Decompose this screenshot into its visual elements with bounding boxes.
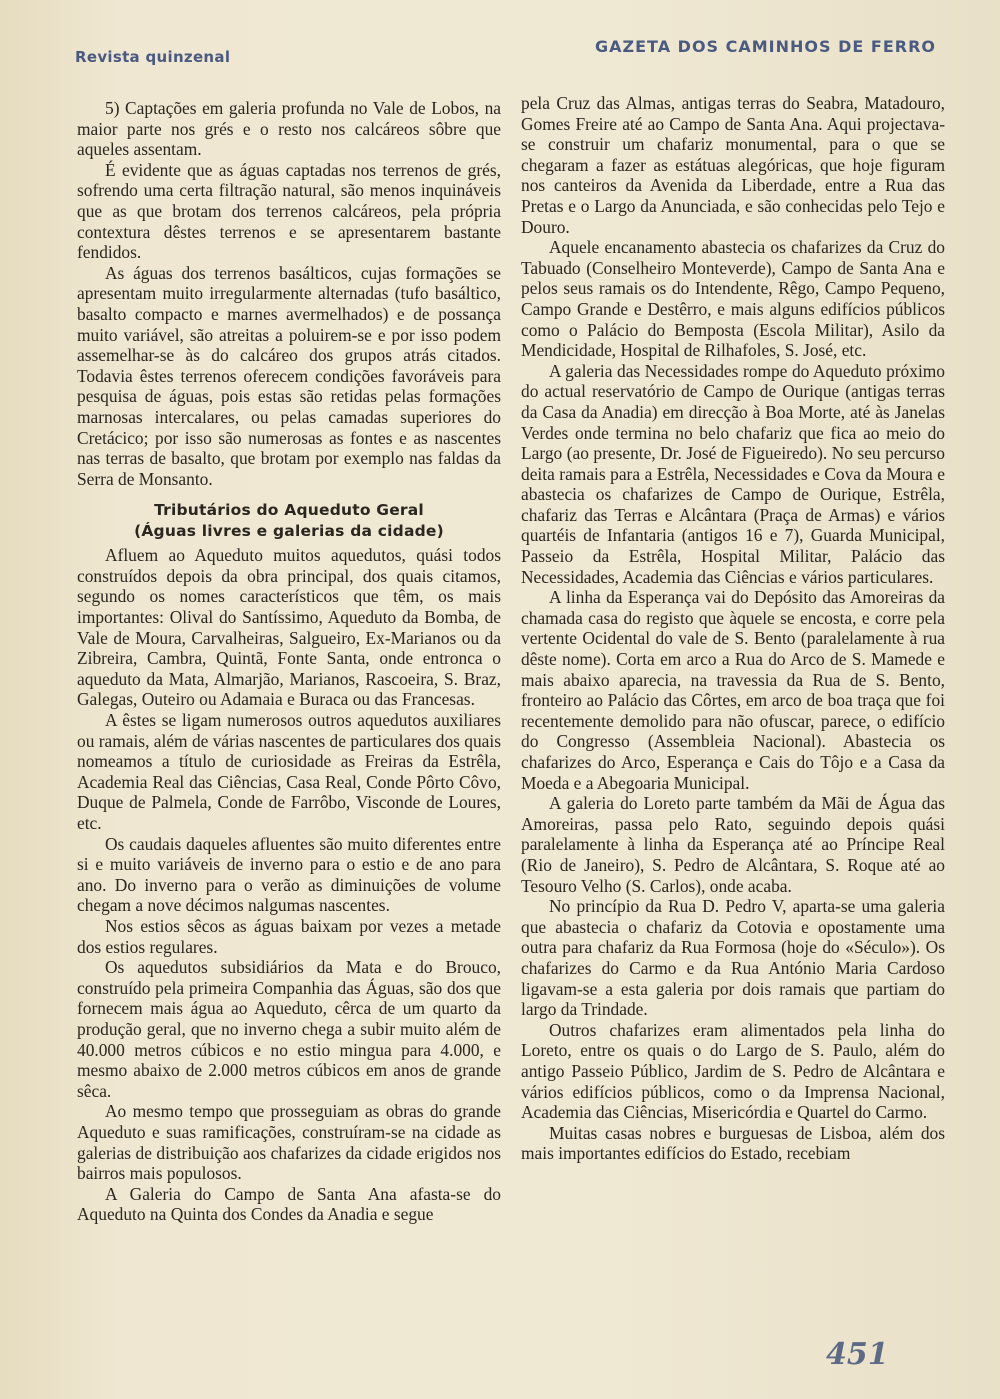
paragraph: A linha da Esperança vai do Depósito das Amoreiras da chamada casa do registo que àquele se encosta, e corre pela vertente Ocidental do vale de S. Bento (paralelamente à rua dêste nome). Corta em arco a Rua do Arco de S. Mamede e mais abaixo aparecia, na travessia da Rua de S. Bento, fronteiro ao Palácio das Côrtes, em arco de boa traça que foi recentemente demolido para não ofuscar, parece, o edifício do Congresso (Assembleia Nacional). Abastecia os chafarizes do Arco, Esperança e Cais do Tôjo e a Casa da Moeda e a Abegoaria Municipal. (521, 587, 945, 793)
paragraph: 5) Captações em galeria profunda no Vale de Lobos, na maior parte nos grés e o resto nos calcáreos sôbre que aqueles assentam. (77, 98, 501, 160)
right-column (521, 93, 945, 1164)
paragraph: É evidente que as águas captadas nos terrenos de grés, sofrendo uma certa filtração natural, são menos inquináveis que as que brotam dos terrenos calcáreos, pela própria contextura dêstes terrenos e se apresentarem bastante fendidos. (77, 159, 501, 263)
section-heading (77, 500, 501, 542)
paragraph: Muitas casas nobres e burguesas de Lisboa, além dos mais importantes edifícios do Estado, recebiam (521, 1122, 945, 1164)
left-column (77, 98, 501, 1225)
paragraph: Afluem ao Aqueduto muitos aquedutos, quási todos construídos depois da obra principal, dos quais citamos, segundo os nomes característicos que têm, os mais importantes: Olival do Santíssimo, Aqueduto da Bomba, de Vale de Moura, Carvalheiras, Salgueiro, Ex-Marianos ou da Zibreira, Cambra, Quintã, Fonte Santa, onde entronca o aqueduto da Mata, Almarjão, Marianos, Rascoeira, S. Braz, Galegas, Outeiro ou Adamaia e Buraca ou das Francesas. (77, 545, 501, 710)
section-heading-line-2: (Águas livres e galerias da cidade) (134, 522, 444, 541)
running-header-left: Revista quinzenal (75, 48, 231, 66)
paragraph: A Galeria do Campo de Santa Ana afasta-se do Aqueduto na Quinta dos Condes da Anadia e segue (77, 1183, 501, 1225)
paragraph: A êstes se ligam numerosos outros aquedutos auxiliares ou ramais, além de várias nascentes de particulares dos quais nomeamos a título de curiosidade as Freiras da Estrêla, Academia Real das Ciências, Casa Real, Conde Pôrto Côvo, Duque de Palmela, Conde de Farrôbo, Visconde de Loures, etc. (77, 710, 501, 833)
running-header-right: GAZETA DOS CAMINHOS DE FERRO (594, 37, 936, 56)
paragraph: Os aquedutos subsidiários da Mata e do Brouco, construído pela primeira Companhia das Águas, são dos que fornecem mais água ao Aqueduto, cêrca de um quarto da produção geral, que no inverno chega a subir muito além de 40.000 metros cúbicos e no estio mingua para 4.000, e mesmo abaixo de 2.000 metros cúbicos em anos de grande sêca. (77, 957, 501, 1101)
paragraph: pela Cruz das Almas, antigas terras do Seabra, Matadouro, Gomes Freire até ao Campo de Santa Ana. Aqui projectava-se construir um chafariz monumental, para o que se chegaram a fazer as estátuas alegóricas, que hoje figuram nos canteiros da Avenida da Liberdade, entre a Rua das Pretas e o Largo da Anunciada, e são conhecidas pelo Tejo e Douro. (521, 93, 945, 237)
paragraph: Aquele encanamento abastecia os chafarizes da Cruz do Tabuado (Conselheiro Monteverde), Campo de Santa Ana e pelos seus ramais os do Intendente, Rêgo, Campo Pequeno, Campo Grande e Destêrro, e mais alguns edifícios públicos como o Palácio do Bemposta (Escola Militar), Asilo da Mendicidade, Hospital de Rilhafoles, S. José, etc. (521, 237, 945, 361)
page-number: 451 (826, 1337, 889, 1372)
paragraph: A galeria do Loreto parte também da Mãi de Água das Amoreiras, passa pelo Rato, seguindo depois quási paralelamente à linha da Esperança até ao Príncipe Real (Rio de Janeiro), S. Pedro de Alcântara, S. Roque até ao Tesouro Velho (S. Carlos), onde acaba. (521, 793, 945, 896)
paragraph: A galeria das Necessidades rompe do Aqueduto próximo do actual reservatório de Campo de Ourique (antigas terras da Casa da Anadia) em direcção à Boa Morte, até às Janelas Verdes onde termina no belo chafariz que fica ao meio do Largo (ao presente, Dr. José de Figueiredo). No seu percurso deita ramais para a Estrêla, Necessidades e Cova da Moura e abastecia os chafarizes de Campo de Ourique, Estrêla, chafariz das Terras e Alcântara (Praça de Armas) e vários quartéis de Infantaria (antigos 16 e 7), Guarda Municipal, Passeio da Estrêla, Hospital Militar, Palácio das Necessidades, Academia das Ciências e vários particulares. (521, 360, 945, 587)
paragraph: Nos estios sêcos as águas baixam por vezes a metade dos estios regulares. (77, 915, 501, 957)
paragraph: Outros chafarizes eram alimentados pela linha do Loreto, entre os quais o do Largo de S. Paulo, além do antigo Passeio Público, Jardim de S. Pedro de Alcântara e vários edifícios públicos, como o da Imprensa Nacional, Academia das Ciências, Misericórdia e Quartel do Carmo. (521, 1019, 945, 1123)
paragraph: Os caudais daqueles afluentes são muito diferentes entre si e muito variáveis de inverno para o estio e de ano para ano. Do inverno para o verão as diminuições de volume chegam a nove décimos nalgumas nascentes. (77, 833, 501, 916)
paragraph: Ao mesmo tempo que prosseguiam as obras do grande Aqueduto e suas ramificações, construíram-se na cidade as galerias de distribuição aos chafarizes da cidade erigidos nos bairros mais populosos. (77, 1101, 501, 1184)
paragraph: No princípio da Rua D. Pedro V, aparta-se uma galeria que abastecia o chafariz da Cotovia e opostamente uma outra para chafariz da Rua Formosa (hoje do «Século»). Os chafarizes do Carmo e da Rua António Maria Cardoso ligavam-se a esta galeria por dois ramais que partiam do largo da Trindade. (521, 896, 945, 1020)
section-heading-line-1: Tributários do Aqueduto Geral (154, 501, 424, 520)
paragraph: As águas dos terrenos basálticos, cujas formações se apresentam muito irregularmente alternadas (tufo basáltico, basalto compacto e marnes avermelhados) e de possança muito variável, são atreitas a poluirem-se e por isso podem assemelhar-se às do calcáreo dos grupos atrás citados. Todavia êstes terrenos oferecem condições favoráveis para pesquisa de águas, pois estas são retidas pelas formações marnosas intercalares, ou pelas camadas superiores do Cretácico; por isso são numerosas as fontes e as nascentes nas terras de basalto, que brotam por exemplo nas faldas da Serra de Monsanto. (77, 262, 501, 489)
